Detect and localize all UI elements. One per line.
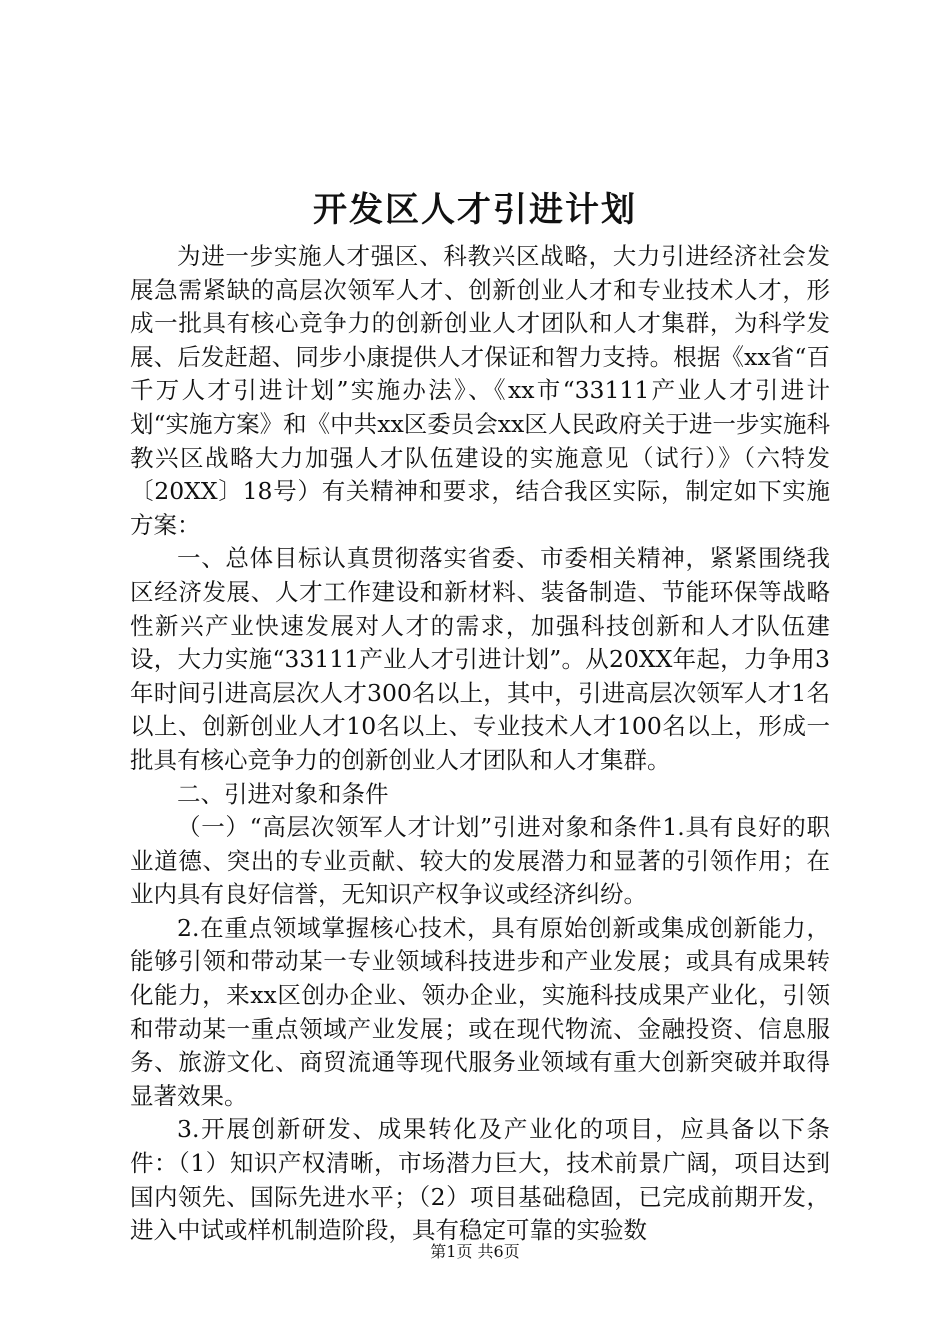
section-heading-targets: 二、引进对象和条件 bbox=[177, 779, 389, 808]
paragraph-condition-2: 2.在重点领域掌握核心技术，具有原始创新或集成创新能力，能够引领和带动某一专业领域科技进步和产业发展；或具有成果转化能力，来xx区创办企业、领办企业，实施科技成果产业化，引领和带动某一重点领域产业发展；或在现代物流、金融投资、信息服务、旅游文化、商贸流通等现代服务业领域有重大创新突破并取得显著效果。 bbox=[130, 913, 830, 1110]
paragraph-goal: 一、总体目标认真贯彻落实省委、市委相关精神，紧紧围绕我区经济发展、人才工作建设和新材料、装备制造、节能环保等战略性新兴产业快速发展对人才的需求，加强科技创新和人才队伍建设，大力实施“33111产业人才引进计划”。从20XX年起，力争用3年时间引进高层次人才300名以上，其中，引进高层次领军人才1名以上、创新创业人才10名以上、专业技术人才100名以上，形成一批具有核心竞争力的创新创业人才团队和人才集群。 bbox=[130, 544, 830, 774]
page-footer: 第1页 共6页 bbox=[430, 1242, 520, 1261]
document-body bbox=[130, 240, 830, 1248]
paragraph-intro: 为进一步实施人才强区、科教兴区战略，大力引进经济社会发展急需紧缺的高层次领军人才、创新创业人才和专业技术人才，形成一批具有核心竞争力的创新创业人才团队和人才集群，为科学发展、后发赶超、同步小康提供人才保证和智力支持。根据《xx省“百千万人才引进计划”实施办法》、《xx市“33111产业人才引进计划“实施方案》和《中共xx区委员会xx区人民政府关于进一步实施科教兴区战略大力加强人才队伍建设的实施意见（试行）》（六特发〔20XX〕18号）有关精神和要求，结合我区实际，制定如下实施方案： bbox=[130, 242, 830, 539]
paragraph-leader-plan: （一）“高层次领军人才计划”引进对象和条件1.具有良好的职业道德、突出的专业贡献、较大的发展潜力和显著的引领作用；在业内具有良好信誉，无知识产权争议或经济纠纷。 bbox=[130, 813, 830, 909]
document-title: 开发区人才引进计划 bbox=[313, 190, 637, 230]
paragraph-condition-3: 3.开展创新研发、成果转化及产业化的项目，应具备以下条件：（1）知识产权清晰，市场潜力巨大，技术前景广阔，项目达到国内领先、国际先进水平；（2）项目基础稳固，已完成前期开发，进入中试或样机制造阶段，具有稳定可靠的实验数 bbox=[130, 1115, 830, 1245]
